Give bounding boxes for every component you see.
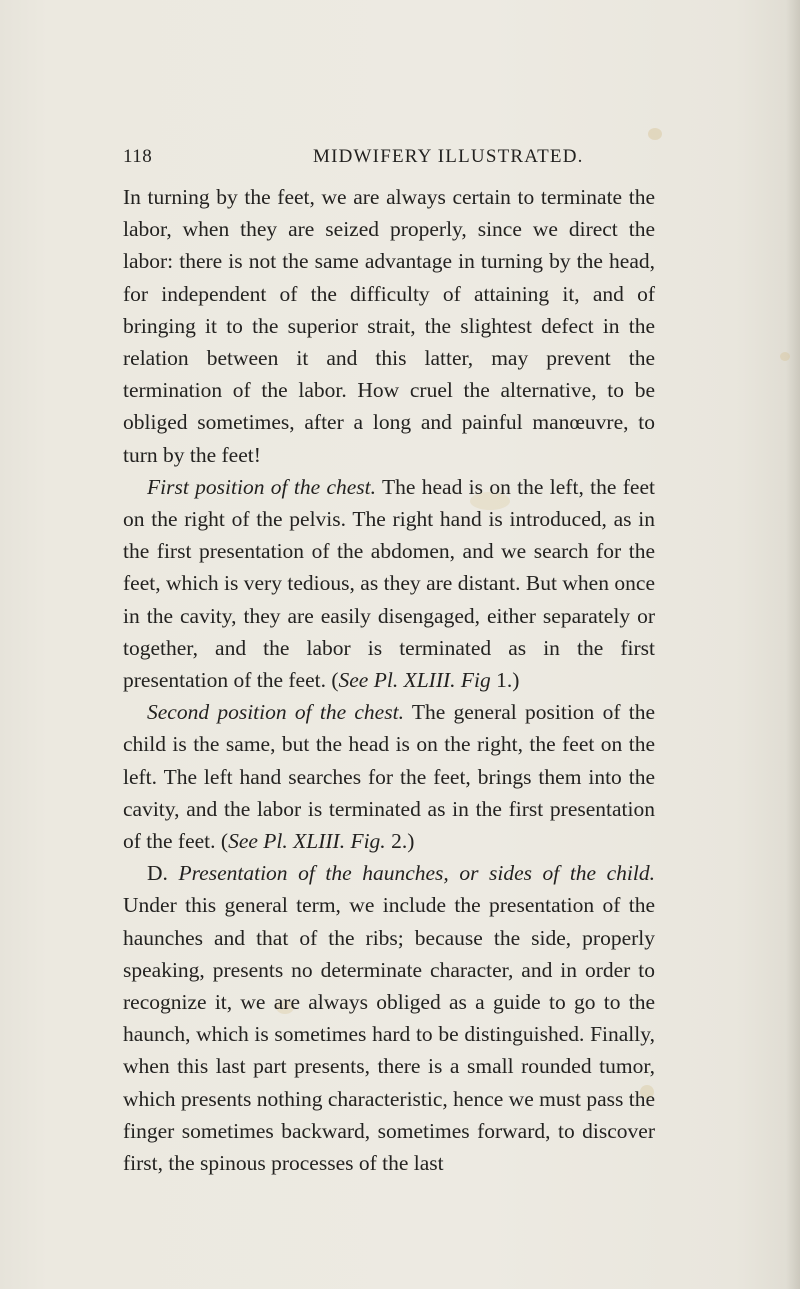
paragraph-text: Under this general term, we include the presentation of the haunches and that of the ribs; because the side, properly speaking, presents no determinate character, and in order to recognize it, we are always obliged as a guide to go to the haunch, which is sometimes hard to be distinguished. Finally, when this last part presents, there is a small rounded tumor, which presents nothing characteristic, hence we must pass the finger sometimes backward, sometimes forward, to discover first, the spinous processes of the last bbox=[123, 893, 655, 1176]
paragraph bbox=[123, 181, 655, 471]
paragraph-text: In turning by the feet, we are always certain to terminate the labor, when they are seized properly, since we direct the labor: there is not the same advantage in turning by the head, for independent of the difficulty of attaining it, and of bringing it to the superior strait, the slightest defect in the relation between it and this latter, may prevent the termination of the labor. How cruel the alternative, to be obliged sometimes, after a long and painful manœuvre, to turn by the feet! bbox=[123, 185, 655, 467]
section-lead: First position of the chest. bbox=[147, 474, 377, 499]
plate-reference-tail: 1.) bbox=[490, 668, 520, 693]
paragraph bbox=[123, 696, 655, 857]
page-header bbox=[123, 146, 683, 172]
paragraph-text: The general position of the child is the same, but the head is on the right, the feet on the left. The left hand searches for the feet, brings them into the cavity, and the labor is terminated as in the first presentation of the feet. ( bbox=[123, 700, 655, 854]
plate-reference: See Pl. XLIII. Fig. bbox=[228, 829, 386, 854]
page-number: 118 bbox=[123, 146, 153, 167]
foxing-spot bbox=[648, 128, 662, 140]
paragraph-text: The head is on the left, the feet on the right of the pelvis. The right hand is introduced, as in the first presentation of the abdomen, and we search for the feet, which is very tedious, as they are distant. But when once in the cavity, they are easily disengaged, either separately or together, and the labor is terminated as in the first presentation of the feet. ( bbox=[123, 474, 655, 693]
section-prefix: D. bbox=[147, 861, 179, 886]
plate-reference: See Pl. XLIII. Fig bbox=[338, 668, 491, 693]
section-lead: Presentation of the haunches, or sides of the child. bbox=[178, 861, 655, 886]
page-edge-shadow bbox=[786, 0, 800, 1289]
paragraph bbox=[123, 857, 655, 1179]
paragraph bbox=[123, 471, 655, 696]
body-text bbox=[123, 181, 655, 1179]
section-lead: Second position of the chest. bbox=[147, 700, 404, 725]
running-head: MIDWIFERY ILLUSTRATED. bbox=[313, 146, 584, 167]
plate-reference-tail: 2.) bbox=[385, 829, 415, 854]
